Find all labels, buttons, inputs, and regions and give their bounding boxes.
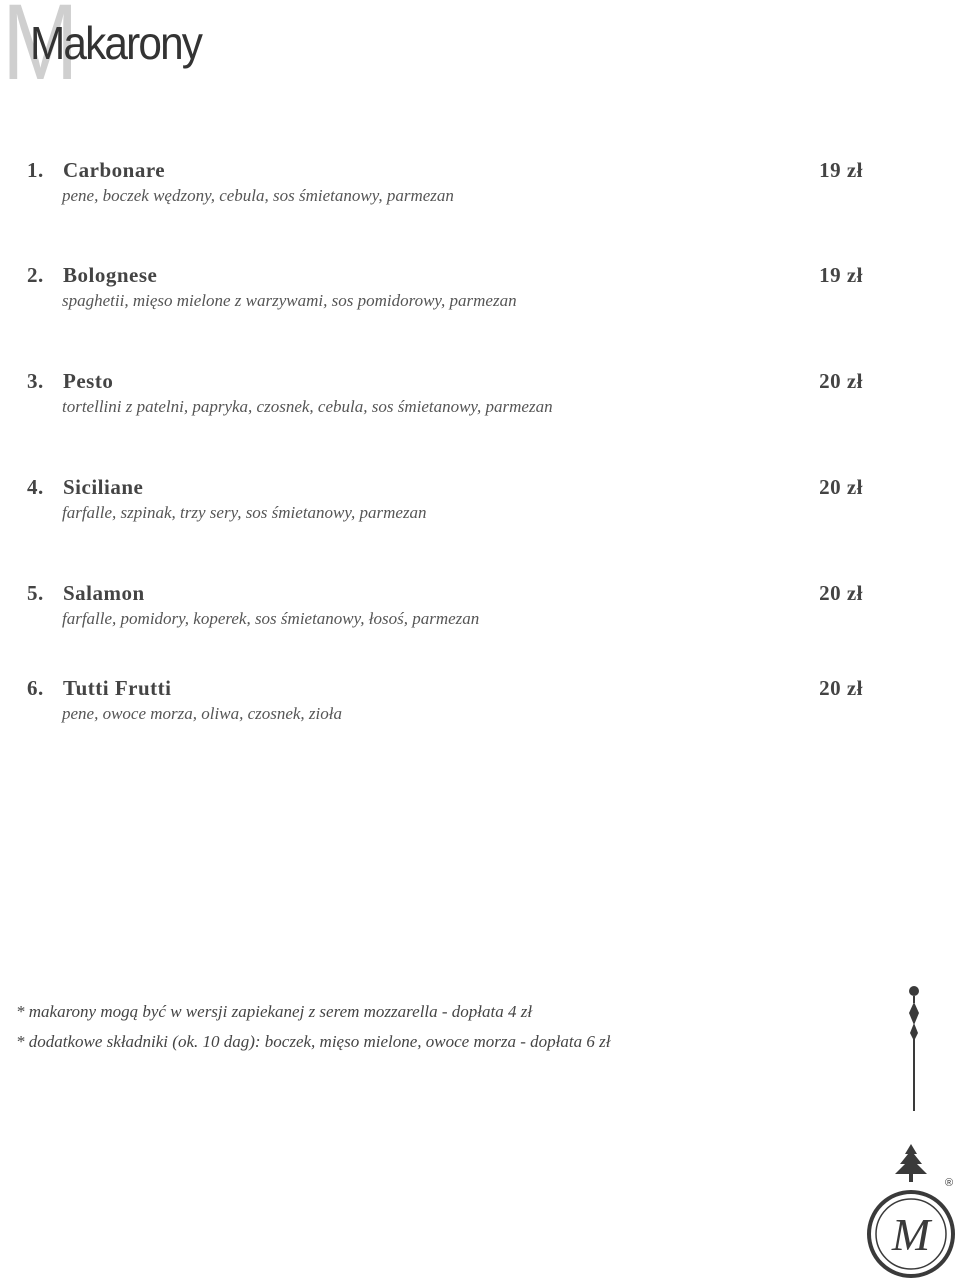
registered-mark: ® [944,1177,954,1189]
item-description: pene, boczek wędzony, cebula, sos śmietanowy, parmezan [62,186,454,205]
decorative-initial: M [2,0,79,102]
item-description: farfalle, szpinak, trzy sery, sos śmietanowy, parmezan [62,503,427,522]
item-name: Siciliane [63,475,144,499]
item-price: 20 zł [819,581,863,605]
item-name: Bolognese [63,263,158,287]
item-name: Pesto [63,369,114,393]
page-header [0,0,300,110]
footnote: * dodatkowe składniki (ok. 10 dag): boczek, mięso mielone, owoce morza - dopłata 6 zł [16,1032,611,1051]
item-description: tortellini z patelni, papryka, czosnek, cebula, sos śmietanowy, parmezan [62,397,553,416]
footnote: * makarony mogą być w wersji zapiekanej z serem mozzarella - dopłata 4 zł [16,1002,533,1021]
menu-item [0,158,960,218]
item-name: Salamon [63,581,145,605]
item-name: Carbonare [63,158,166,182]
item-description: farfalle, pomidory, koperek, sos śmietanowy, łosoś, parmezan [62,609,480,628]
menu-item [0,676,960,736]
restaurant-logo-icon [865,1140,957,1278]
item-price: 20 zł [819,369,863,393]
item-number: 5. [27,581,44,605]
item-number: 4. [27,475,44,499]
item-price: 19 zł [819,263,863,287]
item-price: 20 zł [819,676,863,700]
menu-item [0,475,960,535]
item-price: 19 zł [819,158,863,182]
item-name: Tutti Frutti [63,676,172,700]
menu-item [0,369,960,429]
item-number: 1. [27,158,44,182]
menu-item [0,263,960,323]
item-number: 6. [27,676,44,700]
menu-item [0,581,960,641]
item-number: 3. [27,369,44,393]
spear-ornament-icon [895,985,935,1115]
page-title: Makarony [30,17,202,69]
item-description: spaghetii, mięso mielone z warzywami, sos pomidorowy, parmezan [62,291,517,310]
item-number: 2. [27,263,44,287]
logo-monogram: M [891,1209,931,1260]
item-price: 20 zł [819,475,863,499]
item-description: pene, owoce morza, oliwa, czosnek, zioła [62,704,342,723]
